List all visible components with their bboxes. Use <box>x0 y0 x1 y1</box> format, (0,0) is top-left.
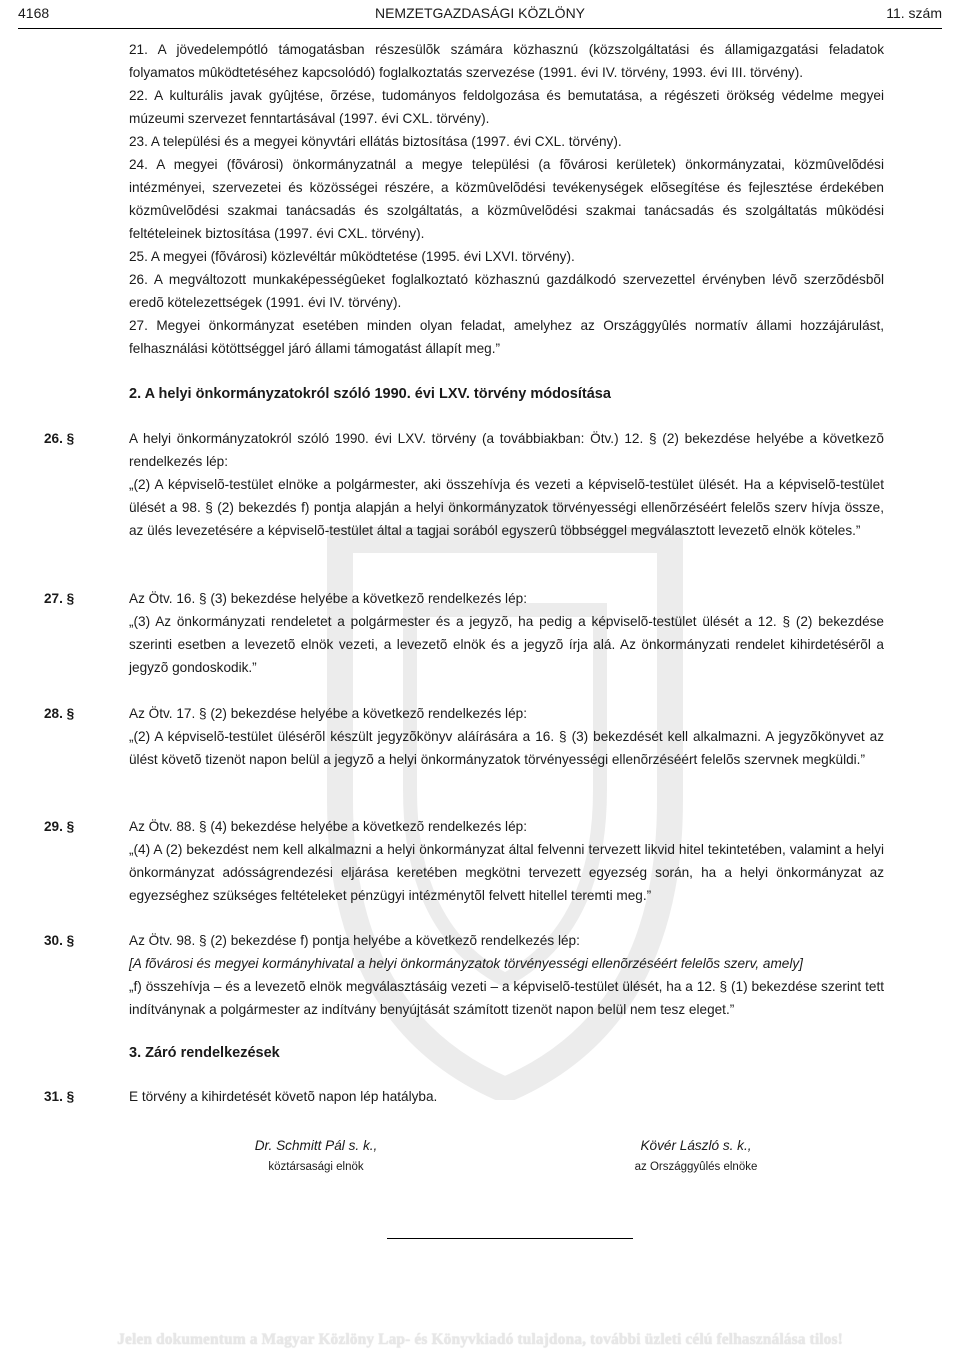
signatory-name: Kövér László s. k., <box>640 1138 752 1153</box>
section-body <box>129 929 884 1021</box>
section-body <box>129 1085 884 1108</box>
section-text: Az Ötv. 88. § (4) bekezdése helyébe a következõ rendelkezés lép: <box>129 819 527 834</box>
section-number: 26. § <box>44 431 75 446</box>
section-number: 30. § <box>44 933 75 948</box>
page-header <box>18 0 942 26</box>
signature-speaker <box>596 1136 796 1178</box>
section-number: 31. § <box>44 1089 75 1104</box>
section-heading: 2. A helyi önkormányzatokról szóló 1990. évi LXV. törvény módosítása <box>129 386 611 402</box>
section-heading: 3. Záró rendelkezések <box>129 1045 280 1061</box>
list-item: 22. A kulturális javak gyûjtése, õrzése, tudományos feldolgozása és bemutatása, a régészeti örökség védelme megyei múzeumi szervezet fenntartásával (1997. évi CXL. törvény). <box>129 88 884 126</box>
list-item: 27. Megyei önkormányzat esetében minden olyan feladat, amelyhez az Országgyûlés normatív állami hozzájárulást, felhasználási kötöttséggel járó állami támogatást állapít meg.” <box>129 318 884 356</box>
footer-notice: Jelen dokumentum a Magyar Közlöny Lap- és Könyvkiadó tulajdona, további üzleti célú felhasználása tilos! <box>117 1331 843 1348</box>
header-divider <box>18 28 942 29</box>
section-text: Az Ötv. 98. § (2) bekezdése f) pontja helyébe a következõ rendelkezés lép: <box>129 933 580 948</box>
section-text: Az Ötv. 16. § (3) bekezdése helyébe a következõ rendelkezés lép: <box>129 591 527 606</box>
list-item: 23. A települési és a megyei könyvtári ellátás biztosítása (1997. évi CXL. törvény). <box>129 134 622 149</box>
section-number: 27. § <box>44 591 75 606</box>
section-body <box>129 815 884 907</box>
signatory-role: az Országgyûlés elnöke <box>634 1161 758 1173</box>
list-item: 21. A jövedelempótló támogatásban részesülõk számára közhasznú (közszolgáltatási és államigazgatási feladatok folyamatos mûködtetéséhez kapcsolódó) foglalkoztatás szervezése (1991. évi IV. törvény, 1993. évi III. törvény). <box>129 42 884 80</box>
section-text: „(3) Az önkormányzati rendeletet a polgármester és a jegyzõ, ha pedig a képviselõ-testület ülését a 12. § (2) bekezdése szerinti esetben a levezetõ elnök vezeti, a levezetõ elnök és a jegyzõ írja alá. Az önkormányzati rendelet kihirdetésérõl a jegyzõ gondoskodik.” <box>129 614 884 675</box>
section-text: „(2) A képviselõ-testület elnöke a polgármester, aki összehívja és vezeti a képviselõ-testület ülését. Ha a képviselõ-testület ülését a 98. § (2) bekezdés f) pontja alapján a helyi önkormányzatok törvényességi ellenõrzéséért felelõs szerv hívja össze, az ülés levezetésére a képviselõ-testület által a tagjai sorából egyszerû többséggel megválasztott levezetõ elnök köteles.” <box>129 477 884 538</box>
section-context-text: [A fõvárosi és megyei kormányhivatal a helyi önkormányzatok törvényességi ellenõrzéséért felelõs szerv, amely] <box>129 956 803 971</box>
end-divider <box>387 1238 633 1239</box>
issue-number: 11. szám <box>886 5 942 21</box>
section-number: 29. § <box>44 819 75 834</box>
section-text: „(4) A (2) bekezdést nem kell alkalmazni a helyi önkormányzat által felvenni tervezett likvid hitel tekintetében, valamint a helyi önkormányzat adósságrendezési eljárása keretében megkötni tervezett egyezség során, ha a helyi önkormányzat az egyezséghez szükséges feltételeket pénzügyi intézménytõl felvett hitellel teremti meg.” <box>129 842 884 903</box>
intro-list <box>129 38 884 360</box>
signature-president <box>216 1136 416 1178</box>
section-text: A helyi önkormányzatokról szóló 1990. évi LXV. törvény (a továbbiakban: Ötv.) 12. § (2) bekezdése helyébe a következõ rendelkezés lép: <box>129 431 884 469</box>
section-body <box>129 587 884 679</box>
publication-title: NEMZETGAZDASÁGI KÖZLÖNY <box>374 5 586 21</box>
signatory-role: köztársasági elnök <box>268 1161 364 1173</box>
section-number: 28. § <box>44 706 75 721</box>
page-number: 4168 <box>18 5 50 21</box>
section-text: „(2) A képviselõ-testület ülésérõl készült jegyzõkönyv aláírására a 16. § (3) bekezdését kell alkalmazni. A jegyzõkönyvet az ülést követõ tizenöt napon belül a jegyzõ a helyi önkormányzatok törvényességi ellenõrzéséért felelõs szervnek megküldi.” <box>129 729 884 767</box>
list-item: 25. A megyei (fõvárosi) közlevéltár mûködtetése (1995. évi LXVI. törvény). <box>129 249 575 264</box>
list-item: 26. A megváltozott munkaképességûeket foglalkoztató közhasznú gazdálkodó szervezettel érvényben lévõ szerzõdésbõl eredõ kötelezettségek (1991. évi IV. törvény). <box>129 272 884 310</box>
section-body <box>129 427 884 542</box>
signatory-name: Dr. Schmitt Pál s. k., <box>254 1138 378 1153</box>
section-text: „f) összehívja – és a levezetõ elnök megválasztásáig vezeti – a képviselõ-testület ülését, ha a 12. § (1) bekezdése szerint tett indítványnak a polgármester az indítvány benyújtását számított tizenöt napon belül nem tesz eleget.” <box>129 979 884 1017</box>
list-item: 24. A megyei (fõvárosi) önkormányzatnál a megye települési (a fõvárosi kerületek) önkormányzatai, közmûvelõdési intézményei, szervezetei és közösségei részére, a közmûvelõdési tevékenységek elõsegítése és fejlesztése érdekében közmûvelõdési szakmai tanácsadás és szolgáltatás, a közmûvelõdési szakmai tanácsadás és szolgáltatás mûködési feltételeinek biztosítása (1997. évi CXL. törvény). <box>129 157 884 241</box>
section-body <box>129 702 884 771</box>
section-text: E törvény a kihirdetését követõ napon lép hatályba. <box>129 1089 438 1104</box>
section-text: Az Ötv. 17. § (2) bekezdése helyébe a következõ rendelkezés lép: <box>129 706 527 721</box>
